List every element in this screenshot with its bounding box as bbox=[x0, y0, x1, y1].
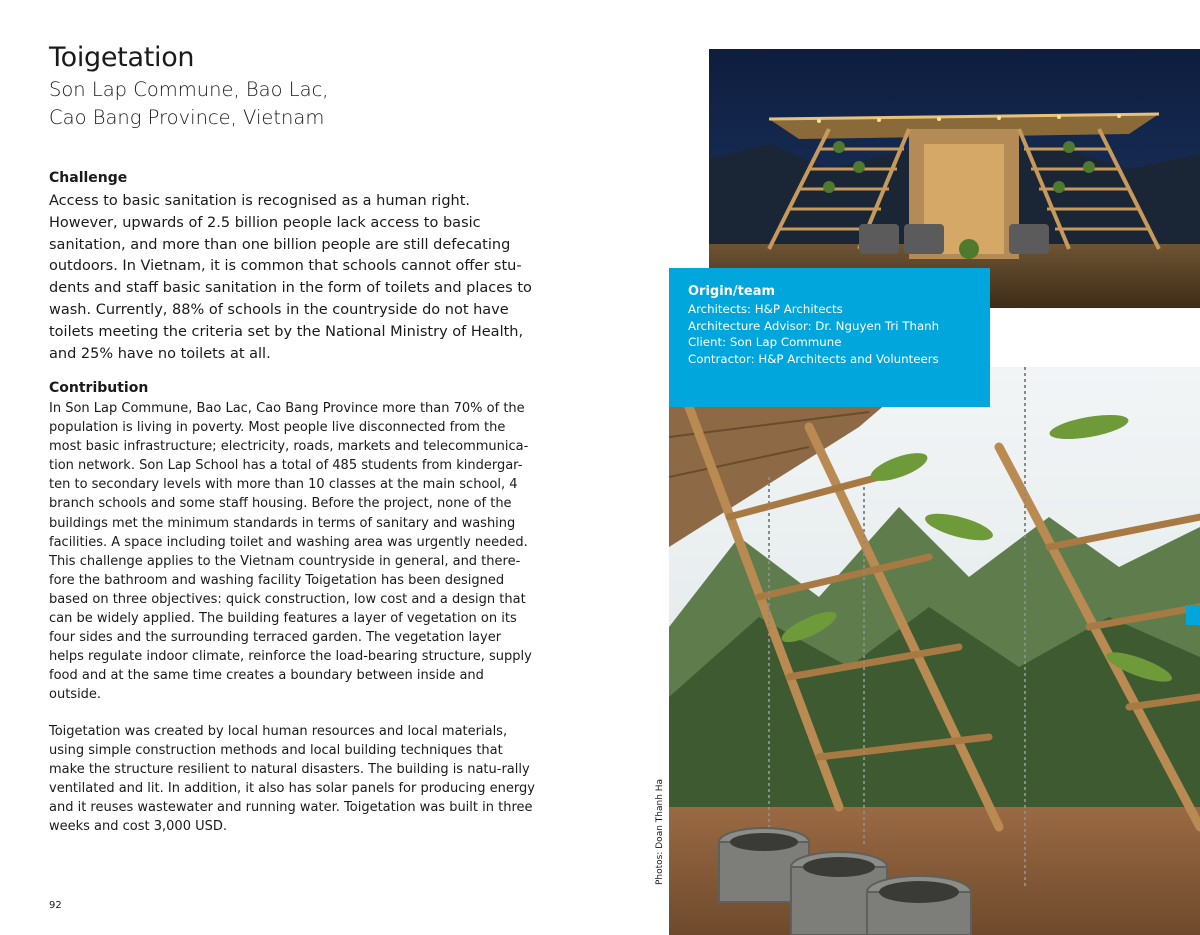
challenge-heading: Challenge bbox=[49, 170, 128, 186]
subtitle-line-1: Son Lap Commune, Bao Lac, bbox=[49, 78, 329, 101]
location-subtitle bbox=[49, 76, 499, 132]
building-structure-photo bbox=[669, 367, 1200, 935]
photo-credit: Photos: Doan Thanh Ha bbox=[655, 778, 665, 885]
contribution-heading: Contribution bbox=[49, 380, 149, 396]
challenge-text: Access to basic sanitation is recognised as a human right. However, upwards of 2.5 billion people lack access to basic sanitation, and more than one billion people are still defecating outdoors. In Vietnam, it is common that schools cannot offer stu-dents and staff basic sanitation in the form of toilets and places to wash. Currently, 88% of schools in the countryside do not have toilets meeting the criteria set by the National Ministry of Health, and 25% have no toilets at all. bbox=[49, 193, 532, 362]
page-title: Toigetation bbox=[49, 42, 195, 73]
subtitle-line-2: Cao Bang Province, Vietnam bbox=[49, 106, 325, 129]
origin-team-box bbox=[669, 268, 990, 407]
team-line-contractor: Contractor: H&P Architects and Volunteers bbox=[688, 351, 939, 366]
team-line-advisor: Architecture Advisor: Dr. Nguyen Tri Thanh bbox=[688, 318, 940, 333]
team-heading: Origin/team bbox=[688, 284, 776, 299]
contribution-paragraph-1: In Son Lap Commune, Bao Lac, Cao Bang Province more than 70% of the population is living in poverty. Most people live disconnected from the most basic infrastructure; electricity, roads, markets and telecommunica-tion network. Son Lap School has a total of 485 students from kindergar-ten to secondary levels with more than 10 classes at the main school, 4 branch schools and some staff housing. Before the project, none of the buildings met the minimum standards in terms of sanitary and washing facilities. A space including toilet and washing area was urgently needed. This challenge applies to the Vietnam countryside in general, and there-fore the bathroom and washing facility Toigetation has been designed based on three objectives: quick construction, low cost and a design that can be widely applied. The building features a layer of vegetation on its four sides and the surrounding terraced garden. The vegetation layer helps regulate indoor climate, reinforce the load-bearing structure, supply food and at the same time creates a boundary between inside and outside. bbox=[49, 401, 532, 703]
team-line-architects: Architects: H&P Architects bbox=[688, 302, 843, 316]
contribution-paragraph-2: Toigetation was created by local human resources and local materials, using simple construction methods and local building techniques that make the structure resilient to natural disasters. The building is natu-rally ventilated and lit. In addition, it also has solar panels for producing energy and it reuses wastewater and running water. Toigetation was built in three weeks and cost 3,000 USD. bbox=[49, 724, 535, 835]
page-number: 92 bbox=[49, 900, 62, 911]
team-line-client: Client: Son Lap Commune bbox=[688, 335, 842, 349]
edge-tab-marker bbox=[1186, 605, 1200, 625]
